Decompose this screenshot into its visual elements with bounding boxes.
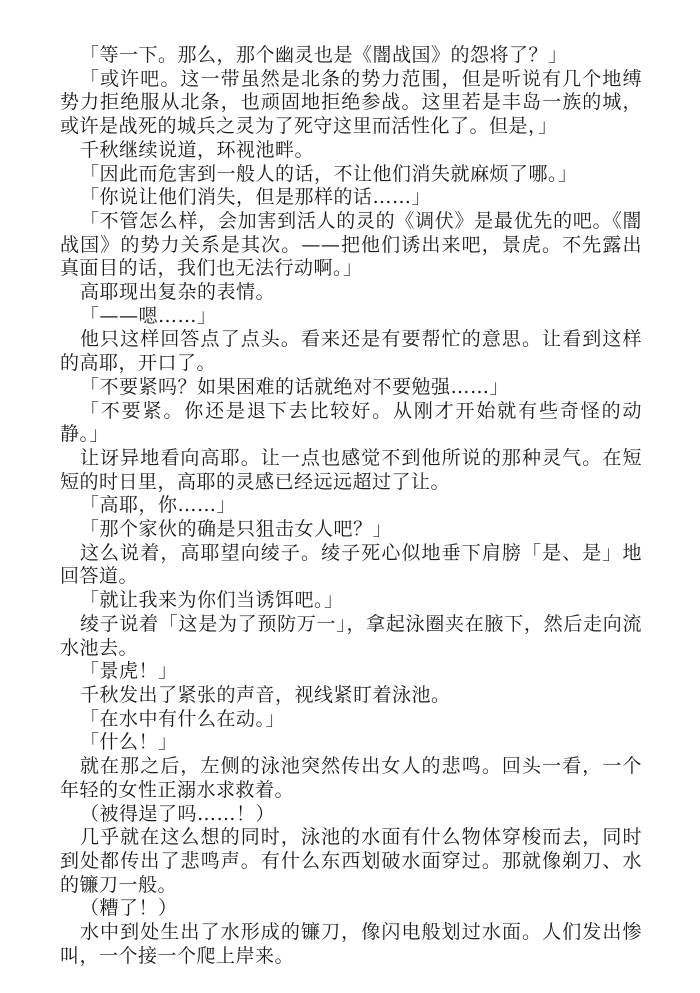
paragraph-4: 「因此而危害到一般人的话，不让他们消失就麻烦了哪。」 — [79, 162, 578, 185]
paragraph-15: 这么说着，高耶望向绫子。绫子死心似地垂下肩膀「是、是」地回答道。 — [60, 541, 642, 588]
paragraph-2: 「或许吧。这一带虽然是北条的势力范围，但是听说有几个地缚势力拒绝服从北条，也顽固地拒绝参战。这里若是丰岛一族的城，或许是战死的城兵之灵为了死守这里而活性化了。但是，」 — [60, 67, 642, 138]
paragraph-24: 几乎就在这么想的同时，泳池的水面有什么物体穿梭而去，同时到处都传出了悲鸣声。有什么东西划破水面穿过。那就像剃刀、水的镰刀一般。 — [60, 826, 642, 896]
paragraph-26: 水中到处生出了水形成的镰刀，像闪电般划过水面。人们发出惨叫，一个接一个爬上岸来。 — [60, 921, 642, 967]
paragraph-21: 「什么！」 — [79, 731, 178, 754]
text-page — [60, 44, 642, 968]
paragraph-12: 让讶异地看向高耶。让一点也感觉不到他所说的那种灵气。在短短的时日里，高耶的灵感已经远远超过了让。 — [60, 446, 642, 493]
paragraph-1: 「等一下。那么，那个幽灵也是《闇战国》的怨将了？」 — [79, 44, 568, 66]
paragraph-17: 绫子说着「这是为了预防万一」，拿起泳圈夹在腋下，然后走向流水池去。 — [60, 612, 642, 659]
paragraph-14: 「那个家伙的确是只狙击女人吧？」 — [79, 518, 392, 541]
paragraph-9: 他只这样回答点了点头。看来还是有要帮忙的意思。让看到这样的高耶，开口了。 — [60, 328, 642, 375]
paragraph-19: 千秋发出了紧张的声音，视线紧盯着泳池。 — [79, 683, 451, 706]
paragraph-18: 「景虎！」 — [79, 660, 178, 683]
paragraph-22: 就在那之后，左侧的泳池突然传出女人的悲鸣。回头一看，一个年轻的女性正溺水求救着。 — [60, 755, 642, 801]
paragraph-16: 「就让我来为你们当诱饵吧。」 — [79, 589, 344, 612]
paragraph-3: 千秋继续说道，环视池畔。 — [79, 138, 314, 161]
paragraph-6: 「不管怎么样，会加害到活人的灵的《调伏》是最优先的吧。《闇战国》的势力关系是其次。——把他们诱出来吧，景虎。不先露出真面目的话，我们也无法行动啊。」 — [60, 209, 642, 280]
paragraph-7: 高耶现出复杂的表情。 — [79, 281, 275, 304]
paragraph-23: （被得逞了吗……！） — [79, 802, 275, 825]
paragraph-8: 「——嗯……」 — [79, 304, 217, 327]
paragraph-11: 「不要紧。你还是退下去比较好。从刚才开始就有些奇怪的动静。」 — [60, 399, 642, 446]
paragraph-25: （糟了！） — [79, 897, 178, 920]
paragraph-13: 「高耶，你……」 — [79, 494, 236, 517]
paragraph-10: 「不要紧吗？如果困难的话就绝对不要勉强……」 — [79, 375, 509, 398]
paragraph-20: 「在水中有什么在动。」 — [79, 707, 285, 730]
paragraph-5: 「你说让他们消失，但是那样的话……」 — [79, 186, 431, 209]
